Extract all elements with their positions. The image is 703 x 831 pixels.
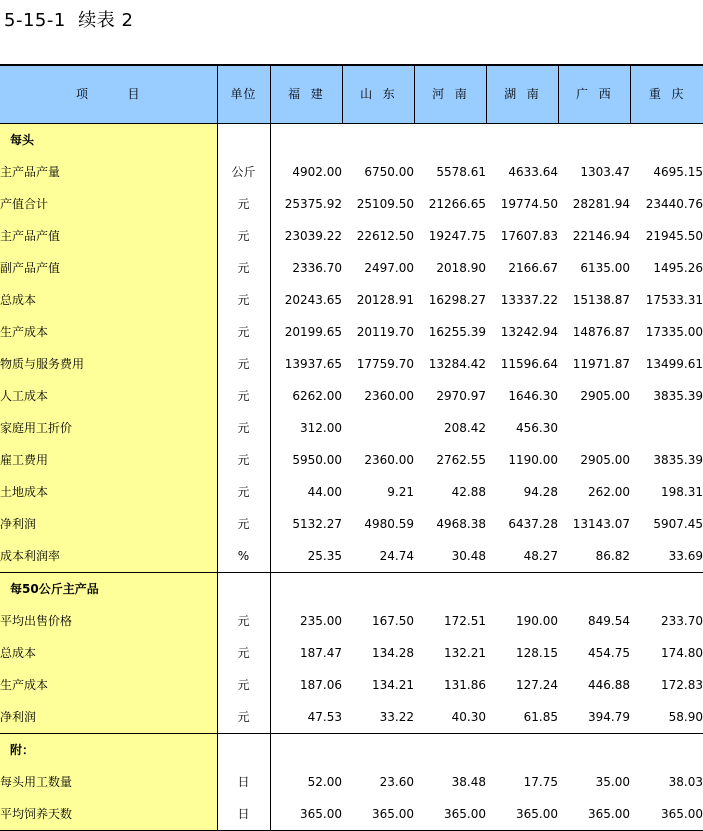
value-cell: 17607.83 [500,229,558,243]
value-cell: 14876.87 [572,325,630,339]
value-cell [342,412,414,444]
value-cell: 2762.55 [436,453,486,467]
row-unit: 元 [217,316,270,348]
value-cell: 2336.70 [292,261,342,275]
value-cell: 23440.76 [645,197,703,211]
value-cell: 4968.38 [436,517,486,531]
row-unit: 元 [217,476,270,508]
row-label: 物质与服务费用 [0,348,217,380]
value-cell: 28281.94 [572,197,630,211]
value-cell: 4633.64 [508,165,558,179]
value-cell: 134.21 [372,678,414,692]
value-cell: 16255.39 [428,325,486,339]
value-cell: 127.24 [516,678,558,692]
value-cell: 30.48 [451,549,486,563]
value-cell [558,573,630,606]
value-cell: 33.69 [668,549,703,563]
value-cell: 365.00 [342,798,414,831]
value-cell: 17.75 [523,775,558,789]
value-cell: 2018.90 [436,261,486,275]
value-cell: 2360.00 [364,389,414,403]
value-cell: 132.21 [444,646,486,660]
value-cell: 454.75 [588,646,630,660]
value-cell [558,412,630,444]
table-row [0,701,703,734]
table-row [0,156,703,188]
value-cell: 13143.07 [572,517,630,531]
header-region: 山 东 [342,65,414,124]
value-cell: 38.03 [668,775,703,789]
value-cell: 22612.50 [356,229,414,243]
row-label: 产值合计 [0,188,217,220]
value-cell: 849.54 [588,614,630,628]
row-label: 家庭用工折价 [0,412,217,444]
table-row [0,380,703,412]
value-cell [630,734,703,767]
value-cell: 2166.67 [508,261,558,275]
table-row [0,605,703,637]
value-cell: 42.88 [451,485,486,499]
value-cell: 58.90 [668,710,703,724]
row-unit: 元 [217,444,270,476]
value-cell: 4980.59 [364,517,414,531]
value-cell: 5950.00 [292,453,342,467]
header-unit: 单位 [217,65,270,124]
row-label: 生产成本 [0,316,217,348]
section-label: 每50公斤主产品 [0,573,217,606]
value-cell: 13937.65 [284,357,342,371]
row-label: 雇工费用 [0,444,217,476]
value-cell: 1190.00 [508,453,558,467]
header-region: 河 南 [414,65,486,124]
value-cell: 17759.70 [356,357,414,371]
section-row [0,734,703,767]
value-cell: 38.48 [451,775,486,789]
table-row [0,220,703,252]
table-row [0,508,703,540]
row-unit: 元 [217,188,270,220]
value-cell: 23039.22 [284,229,342,243]
row-unit: 公斤 [217,156,270,188]
value-cell: 94.28 [523,485,558,499]
value-cell [486,573,558,606]
value-cell: 2360.00 [364,453,414,467]
value-cell: 86.82 [595,549,630,563]
header-region: 湖 南 [486,65,558,124]
table-row [0,540,703,573]
value-cell [414,573,486,606]
value-cell: 6437.28 [508,517,558,531]
row-label: 副产品产值 [0,252,217,284]
value-cell [342,734,414,767]
row-label: 主产品产量 [0,156,217,188]
row-unit: 元 [217,252,270,284]
value-cell: 11596.64 [500,357,558,371]
value-cell: 2905.00 [580,389,630,403]
row-unit: 元 [217,348,270,380]
value-cell [558,124,630,157]
row-label: 人工成本 [0,380,217,412]
value-cell: 25109.50 [356,197,414,211]
value-cell: 48.27 [523,549,558,563]
value-cell: 312.00 [300,421,342,435]
table-row [0,637,703,669]
value-cell: 394.79 [588,710,630,724]
value-cell: 19774.50 [500,197,558,211]
row-label: 净利润 [0,508,217,540]
value-cell: 13284.42 [428,357,486,371]
table-header-row [0,65,703,124]
value-cell: 3835.39 [653,453,703,467]
value-cell: 19247.75 [428,229,486,243]
page-title: 5-15-1 续表 2 [4,10,134,31]
row-label: 平均饲养天数 [0,798,217,831]
value-cell: 20119.70 [356,325,414,339]
value-cell [630,412,703,444]
row-label: 土地成本 [0,476,217,508]
value-cell: 23.60 [379,775,414,789]
value-cell: 1646.30 [508,389,558,403]
value-cell: 1495.26 [653,261,703,275]
value-cell: 167.50 [372,614,414,628]
value-cell: 5907.45 [653,517,703,531]
value-cell: 52.00 [307,775,342,789]
value-cell: 2905.00 [580,453,630,467]
value-cell: 2497.00 [364,261,414,275]
value-cell: 5132.27 [292,517,342,531]
value-cell: 365.00 [270,798,342,831]
value-cell: 9.21 [387,485,414,499]
value-cell: 365.00 [486,798,558,831]
value-cell [558,734,630,767]
value-cell [486,734,558,767]
row-unit: 元 [217,380,270,412]
value-cell: 262.00 [588,485,630,499]
row-label: 生产成本 [0,669,217,701]
value-cell: 365.00 [630,798,703,831]
value-cell: 25375.92 [284,197,342,211]
value-cell [342,573,414,606]
table-row [0,348,703,380]
value-cell: 172.51 [444,614,486,628]
value-cell: 187.47 [300,646,342,660]
value-cell: 4902.00 [292,165,342,179]
value-cell: 6135.00 [580,261,630,275]
value-cell: 6750.00 [364,165,414,179]
value-cell: 21945.50 [645,229,703,243]
row-unit [217,734,270,767]
row-unit [217,573,270,606]
header-region: 福 建 [270,65,342,124]
table-row [0,252,703,284]
value-cell [270,573,342,606]
value-cell [414,124,486,157]
row-label: 主产品产值 [0,220,217,252]
statistics-table [0,64,703,831]
value-cell: 44.00 [307,485,342,499]
row-label: 净利润 [0,701,217,734]
value-cell: 190.00 [516,614,558,628]
value-cell: 131.86 [444,678,486,692]
row-unit: 日 [217,766,270,798]
value-cell: 235.00 [300,614,342,628]
row-unit: 元 [217,508,270,540]
section-label: 每头 [0,124,217,157]
value-cell: 17335.00 [645,325,703,339]
row-unit: 元 [217,701,270,734]
value-cell: 6262.00 [292,389,342,403]
table-row [0,284,703,316]
value-cell [630,573,703,606]
value-cell: 4695.15 [653,165,703,179]
row-unit: 元 [217,669,270,701]
header-region: 广 西 [558,65,630,124]
row-unit: 元 [217,605,270,637]
value-cell: 208.42 [444,421,486,435]
row-unit: % [217,540,270,573]
value-cell: 5578.61 [436,165,486,179]
table-row [0,669,703,701]
value-cell: 365.00 [414,798,486,831]
value-cell [270,734,342,767]
value-cell: 128.15 [516,646,558,660]
value-cell: 446.88 [588,678,630,692]
row-unit: 元 [217,412,270,444]
value-cell: 21266.65 [428,197,486,211]
section-label: 附： [0,734,217,767]
table-row [0,188,703,220]
table-row [0,444,703,476]
row-unit: 日 [217,798,270,831]
table-row [0,316,703,348]
value-cell: 20128.91 [356,293,414,307]
value-cell: 456.30 [516,421,558,435]
table-row [0,766,703,798]
value-cell: 15138.87 [572,293,630,307]
value-cell: 172.83 [661,678,703,692]
value-cell: 13499.61 [645,357,703,371]
row-unit: 元 [217,637,270,669]
table-body [0,124,703,831]
value-cell [270,124,342,157]
value-cell [630,124,703,157]
value-cell: 22146.94 [572,229,630,243]
value-cell: 24.74 [379,549,414,563]
value-cell: 61.85 [523,710,558,724]
value-cell: 25.35 [307,549,342,563]
value-cell: 47.53 [307,710,342,724]
value-cell: 20199.65 [284,325,342,339]
value-cell [486,124,558,157]
section-row [0,573,703,606]
value-cell: 35.00 [595,775,630,789]
value-cell: 198.31 [661,485,703,499]
value-cell: 365.00 [558,798,630,831]
value-cell: 40.30 [451,710,486,724]
table-row [0,476,703,508]
value-cell: 20243.65 [284,293,342,307]
value-cell: 13242.94 [500,325,558,339]
value-cell: 13337.22 [500,293,558,307]
section-row [0,124,703,157]
row-unit: 元 [217,284,270,316]
row-label: 总成本 [0,637,217,669]
value-cell: 17533.31 [645,293,703,307]
value-cell [414,734,486,767]
row-label: 总成本 [0,284,217,316]
row-unit [217,124,270,157]
value-cell: 16298.27 [428,293,486,307]
row-unit: 元 [217,220,270,252]
row-label: 成本利润率 [0,540,217,573]
value-cell: 3835.39 [653,389,703,403]
value-cell: 33.22 [379,710,414,724]
value-cell: 187.06 [300,678,342,692]
row-label: 平均出售价格 [0,605,217,637]
table-row [0,412,703,444]
value-cell: 174.80 [661,646,703,660]
value-cell: 134.28 [372,646,414,660]
row-label: 每头用工数量 [0,766,217,798]
header-region: 重 庆 [630,65,703,124]
header-item: 项 目 [0,65,217,124]
value-cell [342,124,414,157]
value-cell: 1303.47 [580,165,630,179]
value-cell: 11971.87 [572,357,630,371]
value-cell: 233.70 [661,614,703,628]
value-cell: 2970.97 [436,389,486,403]
